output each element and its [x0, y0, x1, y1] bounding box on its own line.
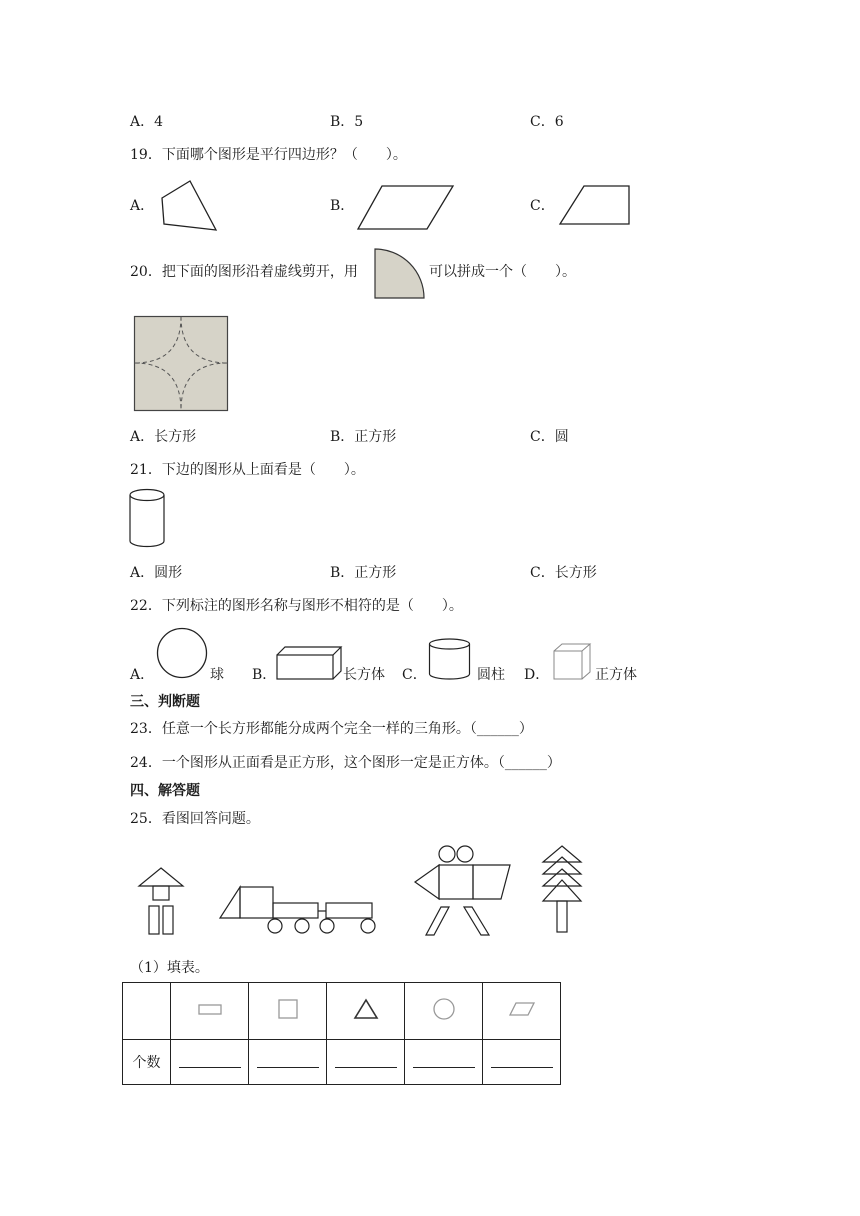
q22-option-a-label: 球 [210, 667, 224, 683]
q25-stem: 25．看图回答问题。 [130, 811, 260, 827]
table-row-label: 个数 [123, 1040, 171, 1085]
quadrilateral-icon [160, 180, 220, 232]
q23-stem: 23．任意一个长方形都能分成两个完全一样的三角形。（______） [130, 721, 533, 737]
triangle-icon [353, 998, 379, 1020]
q19-option-b-letter: B． [330, 198, 355, 214]
table-header-square [249, 983, 327, 1040]
q20-option-a: A．长方形 [130, 429, 197, 445]
square-icon [277, 998, 299, 1020]
quarter-circle-icon [374, 248, 428, 300]
q20-stem-before: 20．把下面的图形沿着虚线剪开，用 [130, 264, 358, 280]
cylinder-icon [128, 488, 168, 550]
q21-option-a: A．圆形 [130, 565, 183, 581]
q21-option-b: B．正方形 [330, 565, 397, 581]
trapezoid-icon [558, 184, 632, 228]
q19-option-a-letter: A． [130, 198, 155, 214]
figure-house-robot [137, 866, 187, 938]
q22-option-c-label: 圆柱 [477, 667, 505, 683]
q25-sub1: （1）填表。 [130, 960, 209, 976]
q22-option-d-letter: D． [524, 667, 550, 683]
table-header-triangle [327, 983, 405, 1040]
q20-option-b: B．正方形 [330, 429, 397, 445]
count-blank-square[interactable] [249, 1040, 327, 1085]
section-title-answer: 四、解答题 [130, 783, 200, 799]
q22-option-b-label: 长方体 [343, 667, 385, 683]
table-row [123, 983, 561, 1040]
rectangle-icon [197, 1002, 223, 1016]
q21-stem: 21．下边的图形从上面看是（ ）。 [130, 462, 365, 478]
q19-option-c-letter: C． [530, 198, 555, 214]
q20-option-c: C．圆 [530, 429, 569, 445]
q22-option-a-letter: A． [130, 667, 155, 683]
cuboid-icon [276, 646, 344, 682]
table-header-rectangle [171, 983, 249, 1040]
cylinder-icon [428, 638, 474, 682]
q22-stem: 22．下列标注的图形名称与图形不相符的是（ ）。 [130, 598, 463, 614]
dashed-square-figure [134, 316, 228, 411]
figure-tree [541, 845, 585, 935]
figure-train [219, 885, 379, 937]
q18-option-b: B．5 [330, 114, 364, 130]
q18-option-a: A．4 [130, 114, 164, 130]
q18-option-c: C．6 [530, 114, 564, 130]
q21-option-c: C．长方形 [530, 565, 597, 581]
parallelogram-icon [508, 1001, 536, 1017]
parallelogram-icon [356, 184, 456, 232]
q22-option-d-label: 正方体 [595, 667, 637, 683]
sphere-icon [156, 627, 210, 681]
table-row [123, 1040, 561, 1085]
table-header-circle [405, 983, 483, 1040]
table-corner-cell [123, 983, 171, 1040]
count-table [122, 982, 561, 1085]
q22-option-c-letter: C． [402, 667, 427, 683]
count-blank-circle[interactable] [405, 1040, 483, 1085]
q24-stem: 24．一个图形从正面看是正方形，这个图形一定是正方体。（______） [130, 755, 561, 771]
section-title-judgment: 三、判断题 [130, 694, 200, 710]
q22-option-b-letter: B． [252, 667, 277, 683]
q19-stem: 19．下面哪个图形是平行四边形？（ ）。 [130, 147, 407, 163]
count-blank-triangle[interactable] [327, 1040, 405, 1085]
circle-icon [432, 997, 456, 1021]
count-blank-parallelogram[interactable] [483, 1040, 561, 1085]
q20-stem-after: 可以拼成一个（ ）。 [429, 264, 576, 280]
count-blank-rectangle[interactable] [171, 1040, 249, 1085]
figure-robot [413, 845, 513, 937]
cube-icon [553, 643, 593, 681]
table-header-parallelogram [483, 983, 561, 1040]
